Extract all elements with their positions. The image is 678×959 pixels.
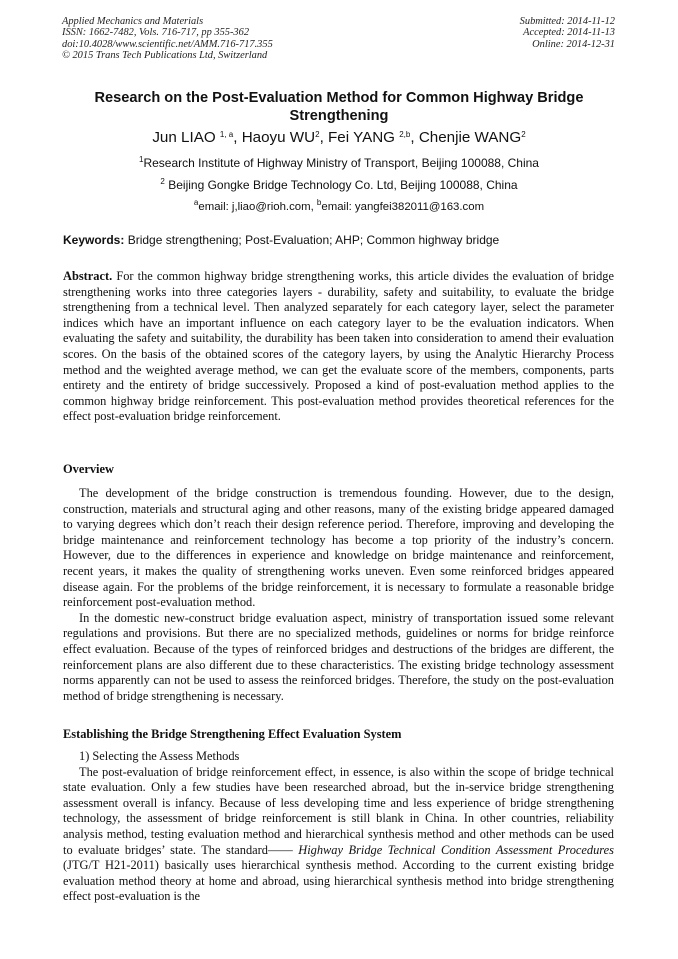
author-affiliation-mark: 2 — [521, 130, 526, 139]
author-name: Fei YANG — [328, 129, 395, 146]
author-list: Jun LIAO $^{1, a}$, Haoyu $WU^2$, Fei YANG $^{2,b}$, Chenjie WANG$^2$ — [152, 129, 526, 146]
online-date: Online: 2014-12-31 — [532, 38, 615, 50]
author-affiliation-mark: 1, a — [219, 130, 234, 139]
email-text: email: yangfei382011@163.com — [321, 201, 485, 213]
affiliation-text: Beijing Gongke Bridge Technology Co. Ltd, Beijing 100088, China — [168, 178, 518, 192]
author-name: Haoyu WU — [241, 129, 316, 146]
keywords-text: Bridge strengthening; Post-Evaluation; AHP; Common highway bridge — [124, 233, 500, 247]
keywords — [63, 233, 499, 248]
email-text: email: j,liao@rioh.com, — [198, 201, 317, 213]
standard-title: Highway Bridge Technical Condition Assessment Procedures — [298, 842, 614, 857]
section2-body — [63, 749, 614, 905]
overview-body — [63, 486, 614, 704]
overview-paragraph: In the domestic new-construct bridge evaluation aspect, ministry of transportation issued some relevant regulations and provisions. But there are no specialized methods, guidelines or norms for bridge reinforce effect evaluation. Because of the types of reinforced bridges and destructions of the bridges are different, the reinforcement plans are also different due to these characteristics. The existing bridge technology assessment norms apparently can not be used to assess the reinforced bridges. Therefore, the study on the post-evaluation method of bridge strengthening is necessary. — [63, 610, 614, 703]
submitted-date: Submitted: 2014-11-12 — [519, 16, 615, 27]
section-heading-evaluation-system: Establishing the Bridge Strengthening Effect Evaluation System — [63, 727, 402, 741]
subsection-heading: 1) Selecting the Assess Methods — [79, 749, 240, 763]
accepted-date: Accepted: 2014-11-13 — [523, 27, 615, 39]
abstract-text: For the common highway bridge strengthening works, this article divides the evaluation of bridge strengthening works into three categories layers - durability, safety and suitability, to evaluate the bridge strengthening from a technical level. Then analyzed separately for each category layer, select the parameter indices which have an important influence on each category layer to be the evaluation indicators. When evaluating the safety and suitability, the durability has been taken into consideration to amend their evaluation scores. On the basis of the obtained scores of the category layers, by using the Analytic Hierarchy Process method and the weighted average method, we can get the evaluate score of the members, components, parts entirety and the entirety of bridge successively. Proposed a kind of post-evaluation method applies to the common highway bridge reinforcement. This post-evaluation method provides theoretical references for the effect post-evaluation bridge reinforcement. — [63, 269, 614, 424]
author-affiliation-mark: 2,b — [399, 130, 411, 139]
section2-text: The post-evaluation of bridge reinforcement effect, in essence, is also within the scope of bridge technical state evaluation. Only a few studies have been researched abroad, but the in-service bridge strengthening assessment overall is infancy. Because of less developing time and less experience of bridge strengthening technology, the assessment of bridge reinforcement is still blank in China. In other countries, reliability analysis method, testing evaluation method and hierarchical synthesis method and other methods can be used to evaluate bridges’ state. The standard—— — [63, 764, 614, 857]
doi-line: doi:10.4028/www.scientific.net/AMM.716-717.355 — [62, 38, 273, 50]
keywords-label: Keywords: — [63, 233, 125, 247]
author-name: Jun LIAO — [152, 129, 216, 146]
abstract-paragraph — [63, 269, 614, 425]
journal-name: Applied Mechanics and Materials — [62, 16, 204, 27]
journal-info — [62, 16, 273, 62]
abstract-label: Abstract. — [63, 269, 113, 283]
affiliation-1 — [60, 156, 618, 171]
copyright-line: © 2015 Trans Tech Publications Ltd, Switzerland — [62, 50, 268, 62]
author-affiliation-mark: 2 — [315, 130, 320, 139]
email-mark: a — [193, 198, 199, 207]
email-line — [60, 200, 618, 215]
affiliation-mark: 1 — [139, 155, 144, 164]
affiliation-mark: 2 — [160, 177, 165, 186]
section2-text: (JTG/T H21-2011) basically uses hierarchical synthesis method. According to the current existing bridge evaluation method theory at home and abroad, using hierarchical synthesis method into bridge strengthening effect post-evaluation is the — [63, 858, 614, 904]
email-mark: b — [316, 198, 322, 207]
section-heading-overview: Overview — [63, 462, 114, 476]
section2-paragraph — [63, 765, 614, 905]
overview-paragraph: The development of the bridge construction is tremendous founding. However, due to the design, construction, materials and structural aging and other reasons, many of the existing bridge appeared damaged to varying degrees which don’t reach their design reference period. Therefore, improving and developing the bridge maintenance and reinforcement technology has become a top priority of the industry’s concern. However, due to the differences in experience and knowledge on bridge maintenance and reinforcement, recent years, it makes the quality of strengthening works uneven. Even some reinforced bridges appeared disease again. For the problems of the bridge reinforcement, it is necessary to formulate a reasonable bridge reinforcement post-evaluation method. — [63, 486, 614, 610]
paper-title: Research on the Post-Evaluation Method for Common Highway Bridge Strengthening — [94, 90, 584, 124]
affiliation-text: Research Institute of Highway Ministry of Transport, Beijing 100088, China — [143, 156, 539, 170]
issn-line: ISSN: 1662-7482, Vols. 716-717, pp 355-362 — [62, 27, 250, 39]
abstract — [63, 269, 614, 425]
submission-dates — [520, 16, 615, 50]
author-name: Chenjie WANG — [418, 129, 522, 146]
affiliation-2 — [60, 178, 618, 193]
